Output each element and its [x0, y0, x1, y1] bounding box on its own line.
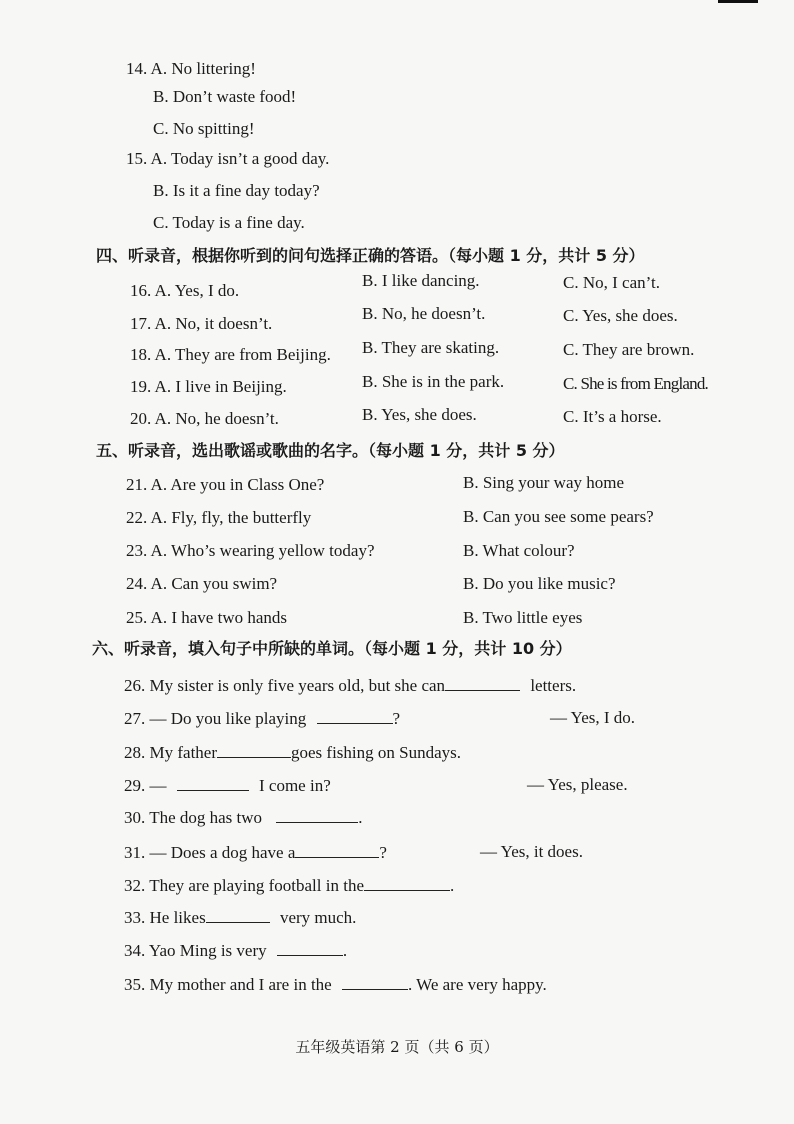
q24-option-a: 24. A. Can you swim? — [126, 574, 278, 593]
q17-option-a: 17. A. No, it doesn’t. — [130, 314, 273, 333]
q20-option-c: C. It’s a horse. — [563, 407, 662, 426]
q17-option-b: B. No, he doesn’t. — [362, 304, 486, 323]
q31-blank[interactable] — [295, 841, 379, 858]
q27-line — [124, 707, 400, 730]
q31-text: 31. — Does a dog have a — [124, 843, 296, 862]
q31-reply: — Yes, it does. — [480, 842, 583, 861]
q18-option-b: B. They are skating. — [362, 338, 500, 357]
q30-text: 30. The dog has two — [124, 808, 263, 827]
q16-option-a: 16. A. Yes, I do. — [130, 281, 240, 300]
q23-option-a: 23. A. Who’s wearing yellow today? — [126, 541, 375, 560]
q15-option-c: C. Today is a fine day. — [153, 213, 305, 232]
q17-option-c: C. Yes, she does. — [563, 306, 678, 325]
q34-text: 34. Yao Ming is very — [124, 941, 267, 960]
q30-line — [124, 806, 363, 829]
q29-text: 29. — — [124, 776, 167, 795]
q34-blank[interactable] — [277, 939, 343, 956]
q27-blank[interactable] — [317, 707, 393, 724]
q29-blank[interactable] — [177, 774, 249, 791]
q27-text-end: ? — [392, 709, 401, 728]
q34-text-end: . — [342, 941, 348, 960]
section4-heading: 四、听录音，根据你听到的问句选择正确的答语。（每小题 1 分，共计 5 分） — [96, 246, 645, 265]
q35-text-end: . We are very happy. — [407, 975, 547, 994]
q30-blank[interactable] — [276, 806, 358, 823]
q20-option-a: 20. A. No, he doesn’t. — [130, 409, 279, 428]
corner-mark — [718, 0, 758, 3]
q32-text-end: . — [449, 876, 455, 895]
q33-blank[interactable] — [206, 906, 270, 923]
q26-text-end: letters. — [530, 676, 577, 695]
q33-text: 33. He likes — [124, 908, 206, 927]
q33-line — [124, 906, 356, 929]
q29-text-end: I come in? — [259, 776, 331, 795]
q34-line — [124, 939, 347, 962]
q27-text: 27. — Do you like playing — [124, 709, 307, 728]
q18-option-a: 18. A. They are from Beijing. — [130, 345, 331, 364]
q31-line — [124, 841, 387, 864]
q23-option-b: B. What colour? — [463, 541, 575, 560]
q29-line — [124, 774, 331, 797]
q18-option-c: C. They are brown. — [563, 340, 695, 359]
q35-line — [124, 973, 547, 996]
q14-option-b: B. Don’t waste food! — [153, 87, 297, 106]
q32-text: 32. They are playing football in the — [124, 876, 364, 895]
q29-reply: — Yes, please. — [527, 775, 628, 794]
q31-text-end: ? — [379, 843, 387, 862]
q35-text: 35. My mother and I are in the — [124, 975, 332, 994]
q19-option-a: 19. A. I live in Beijing. — [130, 377, 287, 396]
q25-option-a: 25. A. I have two hands — [126, 608, 288, 627]
q35-blank[interactable] — [342, 973, 408, 990]
q26-line — [124, 674, 576, 697]
q28-text: 28. My father — [124, 743, 218, 762]
section6-heading: 六、听录音，填入句子中所缺的单词。（每小题 1 分，共计 10 分） — [92, 639, 572, 658]
q19-option-b: B. She is in the park. — [362, 372, 505, 391]
q24-option-b: B. Do you like music? — [463, 574, 616, 593]
q30-text-end: . — [358, 808, 363, 827]
q14-option-c: C. No spitting! — [153, 119, 255, 138]
q14-option-a: 14. A. No littering! — [126, 59, 256, 78]
q26-text: 26. My sister is only five years old, but she can — [124, 676, 446, 695]
q26-blank[interactable] — [445, 674, 520, 691]
section5-heading: 五、听录音，选出歌谣或歌曲的名字。（每小题 1 分，共计 5 分） — [96, 441, 565, 460]
q16-option-c: C. No, I can’t. — [563, 273, 660, 292]
q15-option-a: 15. A. Today isn’t a good day. — [126, 149, 330, 168]
page-footer: 五年级英语第 2 页（共 6 页） — [295, 1038, 499, 1056]
q28-blank[interactable] — [217, 741, 291, 758]
q16-option-b: B. I like dancing. — [362, 271, 480, 290]
q22-option-b: B. Can you see some pears? — [463, 507, 654, 526]
q27-reply: — Yes, I do. — [550, 708, 636, 727]
q28-line — [124, 741, 461, 764]
q32-line — [124, 874, 454, 897]
q32-blank[interactable] — [364, 874, 450, 891]
q19-option-c: C. She is from England. — [563, 374, 708, 393]
q33-text-end: very much. — [279, 908, 357, 927]
q21-option-b: B. Sing your way home — [463, 473, 625, 492]
q25-option-b: B. Two little eyes — [463, 608, 583, 627]
q22-option-a: 22. A. Fly, fly, the butterfly — [126, 508, 312, 527]
q21-option-a: 21. A. Are you in Class One? — [126, 475, 325, 494]
q20-option-b: B. Yes, she does. — [362, 405, 477, 424]
q15-option-b: B. Is it a fine day today? — [153, 181, 320, 200]
q28-text-end: goes fishing on Sundays. — [291, 743, 462, 762]
